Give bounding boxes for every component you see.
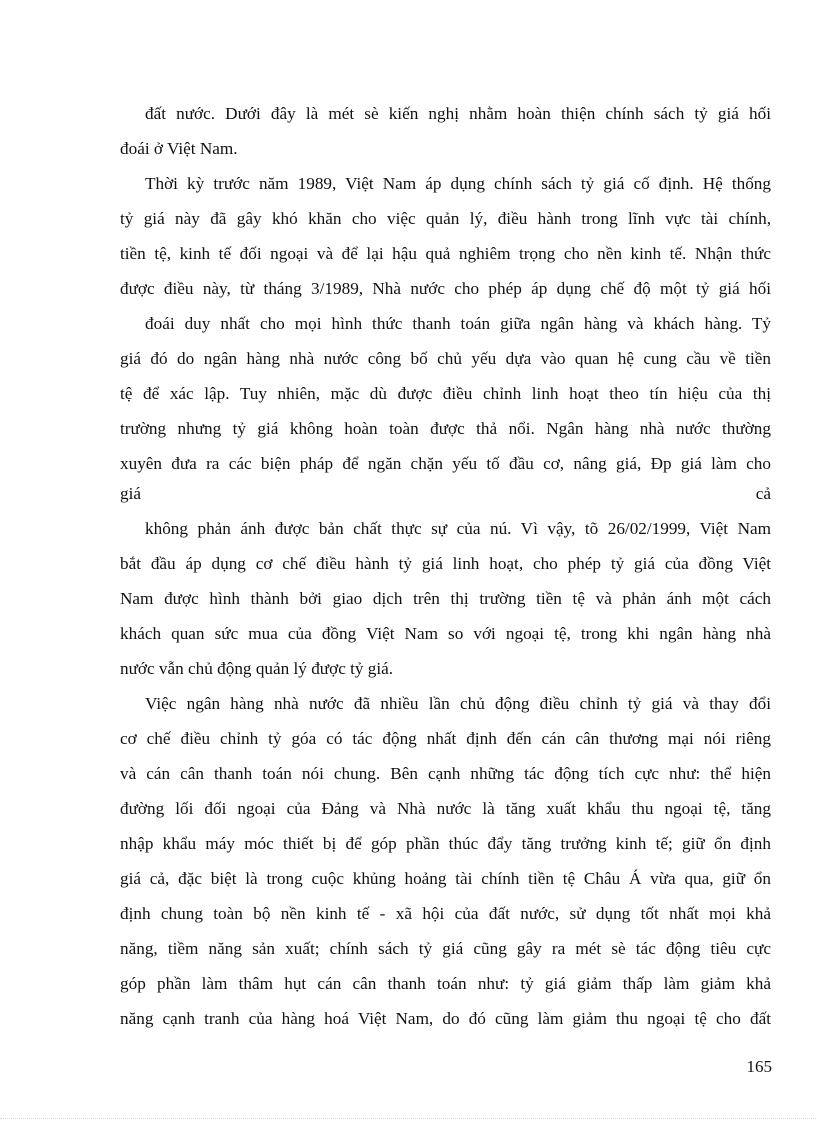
text-line: tiền tệ, kinh tế đối ngoại và để lại hậu quả nghiêm trọng cho nền kinh tế. Nhận thức (120, 244, 771, 263)
text-line: được điều này, từ tháng 3/1989, Nhà nước cho phép áp dụng chế độ một tỷ giá hối (120, 279, 771, 298)
text-line: không phản ánh được bản chất thực sự của nú. Vì vậy, tõ 26/02/1999, Việt Nam (145, 519, 771, 538)
text-line: khách quan sức mua của đồng Việt Nam so với ngoại tệ, trong khi ngân hàng nhà (120, 624, 771, 643)
text-line: đất nước. Dưới đây là mét sè kiến nghị nhằm hoàn thiện chính sách tỷ giá hối (145, 104, 771, 123)
text-line: đoái ở Việt Nam. (120, 139, 238, 158)
text-line: Nam được hình thành bởi giao dịch trên thị trường tiền tệ và phản ánh một cách (120, 589, 771, 608)
text-line: nhập khẩu máy móc thiết bị để góp phần thúc đẩy tăng trưởng kinh tế; giữ ổn định (120, 834, 771, 853)
text-line: Thời kỳ trước năm 1989, Việt Nam áp dụng chính sách tỷ giá cố định. Hệ thống (145, 174, 771, 193)
text-line: giá cả, đặc biệt là trong cuộc khủng hoảng tài chính tiền tệ Châu Á vừa qua, giữ ổn (120, 869, 771, 888)
text-line: nước vẫn chủ động quản lý được tỷ giá. (120, 659, 394, 678)
text-line: giá đó do ngân hàng nhà nước công bố chủ yếu dựa vào quan hệ cung cầu về tiền (120, 349, 771, 368)
text-line: cả (755, 484, 771, 503)
text-line: định chung toàn bộ nền kinh tế - xã hội của đất nước, sử dụng tốt nhất mọi khả (120, 904, 771, 923)
text-line: Việc ngân hàng nhà nước đã nhiều lần chủ động điều chỉnh tỷ giá và thay đổi (145, 694, 771, 713)
text-line: bắt đầu áp dụng cơ chế điều hành tỷ giá linh hoạt, cho phép tỷ giá của đồng Việt (120, 554, 771, 573)
text-line: cơ chế điều chỉnh tỷ góa có tác động nhất định đến cán cân thương mại nói riêng (120, 729, 771, 748)
text-line: đoái duy nhất cho mọi hình thức thanh toán giữa ngân hàng và khách hàng. Tỷ (145, 314, 771, 333)
text-line: tệ để xác lập. Tuy nhiên, mặc dù được điều chỉnh linh hoạt theo tín hiệu của thị (120, 384, 771, 403)
page-bottom-border (0, 1118, 816, 1119)
text-line: năng, tiềm năng sản xuất; chính sách tỷ giá cũng gây ra mét sè tác động tiêu cực (120, 939, 771, 958)
text-line: và cán cân thanh toán nói chung. Bên cạnh những tác động tích cực như: thể hiện (120, 764, 771, 783)
page-number: 165 (746, 1057, 772, 1076)
text-line: đường lối đối ngoại của Đảng và Nhà nước là tăng xuất khẩu thu ngoại tệ, tăng (120, 799, 771, 818)
text-line: góp phần làm thâm hụt cán cân thanh toán như: tỷ giá giảm thấp làm giảm khả (120, 974, 771, 993)
text-line: giá (120, 484, 141, 503)
text-line: tỷ giá này đã gây khó khăn cho việc quản lý, điều hành trong lĩnh vực tài chính, (120, 209, 771, 228)
text-line: trường nhưng tỷ giá không hoàn toàn được thả nổi. Ngân hàng nhà nước thường (120, 419, 771, 438)
text-line: xuyên đưa ra các biện pháp để ngăn chặn yếu tố đầu cơ, nâng giá, Đp giá làm cho (120, 454, 771, 473)
text-line: năng cạnh tranh của hàng hoá Việt Nam, do đó cũng làm giảm thu ngoại tệ cho đất (120, 1009, 771, 1028)
